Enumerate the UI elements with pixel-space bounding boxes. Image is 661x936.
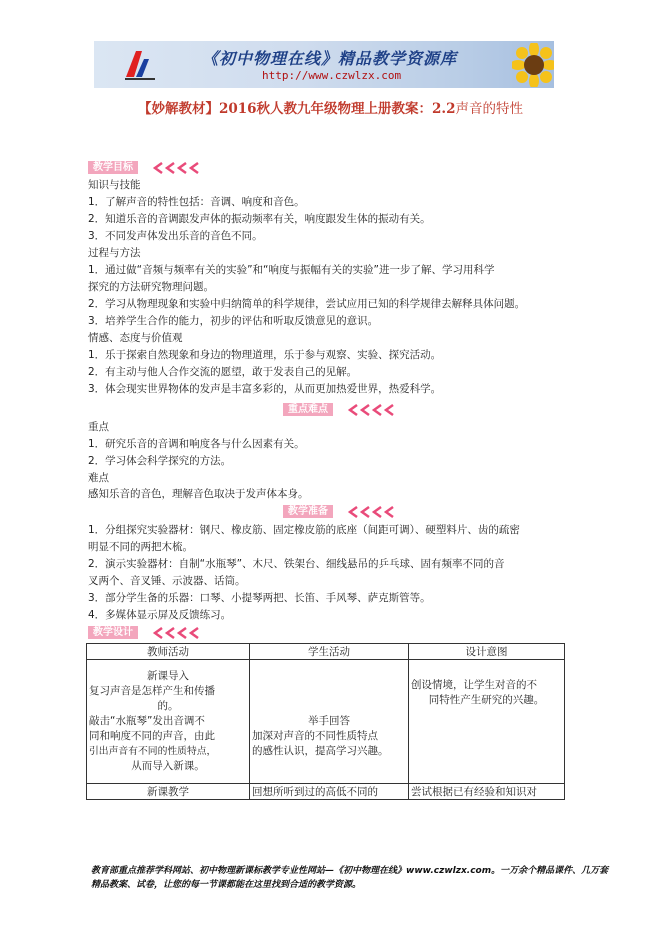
header-intent: 设计意图	[409, 644, 565, 660]
text-line: 3．培养学生合作的能力，初步的评估和听取反馈意见的意识。	[88, 315, 379, 327]
cell-line: 加深对声音的不同性质特点	[252, 730, 378, 742]
document-title	[0, 97, 661, 117]
section-design	[88, 626, 218, 640]
teaching-design-table	[86, 643, 565, 800]
table-row	[87, 784, 565, 800]
text-line: 2．有主动与他人合作交流的愿望，敢于发表自己的见解。	[88, 366, 358, 378]
cell-student	[250, 660, 409, 784]
text-line: 3．不同发声体发出乐音的音色不同。	[88, 230, 263, 242]
text-line: 1．乐于探索自然现象和身边的物理道理，乐于参与观察、实验、探究活动。	[88, 349, 442, 361]
text-line: 探究的方法研究物理问题。	[88, 281, 214, 293]
cell-teacher	[87, 660, 250, 784]
cell-line: 创设情境，让学生对音的不	[411, 679, 537, 691]
cell-intent: 尝试根据已有经验和知识对	[409, 784, 565, 800]
table-header-row	[87, 644, 565, 660]
site-logo-icon	[122, 47, 158, 83]
section-design-label: 教学设计	[88, 626, 138, 639]
text-line: 1．通过做“音频与频率有关的实验”和“响度与振幅有关的实验”进一步了解、学习用科学	[88, 264, 495, 276]
header-student: 学生活动	[250, 644, 409, 660]
section-key-label: 重点难点	[283, 403, 333, 416]
text-line: 重点	[88, 421, 109, 433]
title-bracket: 【妙解教材】	[137, 101, 219, 117]
cell-line: 同特性产生研究的兴趣。	[428, 694, 545, 706]
text-line: 2．学习从物理现象和实验中归纳简单的科学规律，尝试应用已知的科学规律去解释具体问题。	[88, 298, 526, 310]
text-line: 1．分组探究实验器材：钢尺、橡皮筋、固定橡皮筋的底座（间距可调）、硬塑料片、齿的疏密	[88, 524, 520, 536]
text-line: 3．部分学生备的乐器：口琴、小提琴两把、长笛、手风琴、萨克斯管等。	[88, 592, 431, 604]
text-line: 3．体会现实世界物体的发声是丰富多彩的，从而更加热爱世界，热爱科学。	[88, 383, 442, 395]
text-line: 4．多媒体显示屏及反馈练习。	[88, 609, 232, 621]
cell-line: 从而导入新课。	[131, 760, 205, 772]
cell-teacher: 新课教学	[87, 784, 250, 800]
chevrons-icon	[347, 506, 407, 518]
text-line: 2．知道乐音的音调跟发声体的振动频率有关，响度跟发生体的振动有关。	[88, 213, 431, 225]
page-footer: 教育部重点推荐学科网站、初中物理新课标教学专业性网站—《初中物理在线》www.czwlzx.com。一万余个精品课件、几万套精品教案、试卷，让您的每一节课都能在这里找到合适的教学资源。	[91, 866, 609, 890]
banner-url: http://www.czwlzx.com	[262, 69, 402, 82]
cell-line: 新课导入	[147, 670, 189, 682]
title-main: 2016秋人教九年级物理上册教案：2.2	[218, 101, 456, 117]
text-line: 2．演示实验器材：自制“水瓶琴”、木尺、铁架台、细线悬吊的乒乓球、固有频率不同的音	[88, 558, 505, 570]
text-line: 2．学习体会科学探究的方法。	[88, 455, 232, 467]
section-goals	[88, 161, 218, 175]
section-prep-label: 教学准备	[283, 505, 333, 518]
title-tail: 声音的特性	[455, 101, 524, 117]
text-line: 叉两个、音叉锤、示波器、话筒。	[88, 575, 246, 587]
section-preparation	[283, 505, 413, 519]
cell-line: 引出声音有不同的性质特点，	[89, 746, 217, 757]
text-line: 难点	[88, 472, 109, 484]
section-goals-label: 教学目标	[88, 161, 138, 174]
cell-line: 复习声音是怎样产生和传播	[89, 685, 215, 697]
cell-line: 的。	[157, 700, 179, 712]
cell-line: 的感性认识，提高学习兴趣。	[252, 745, 389, 757]
chevrons-icon	[347, 404, 407, 416]
text-line: 1．了解声音的特性包括：音调、响度和音色。	[88, 196, 305, 208]
table-row	[87, 660, 565, 784]
text-line: 感知乐音的音色，理解音色取决于发声体本身。	[88, 488, 309, 500]
header-teacher: 教师活动	[87, 644, 250, 660]
text-line: 知识与技能	[88, 179, 141, 191]
cell-line: 同和响度不同的声音，由此	[89, 730, 215, 742]
text-line: 明显不同的两把木梳。	[88, 541, 193, 553]
cell-line: 敲击“水瓶琴”发出音调不	[89, 715, 205, 727]
header-banner	[94, 41, 554, 88]
chevrons-icon	[152, 162, 212, 174]
sunflower-icon	[512, 43, 554, 87]
banner-title: 《初中物理在线》精品教学资源库	[202, 49, 458, 68]
cell-student: 回想所听到过的高低不同的	[250, 784, 409, 800]
chevrons-icon	[152, 627, 212, 639]
cell-line: 举手回答	[308, 715, 350, 727]
cell-intent	[409, 660, 565, 784]
text-line: 情感、态度与价值观	[88, 332, 183, 344]
text-line: 过程与方法	[88, 247, 141, 259]
text-line: 1．研究乐音的音调和响度各与什么因素有关。	[88, 438, 305, 450]
section-key-points	[283, 403, 413, 417]
